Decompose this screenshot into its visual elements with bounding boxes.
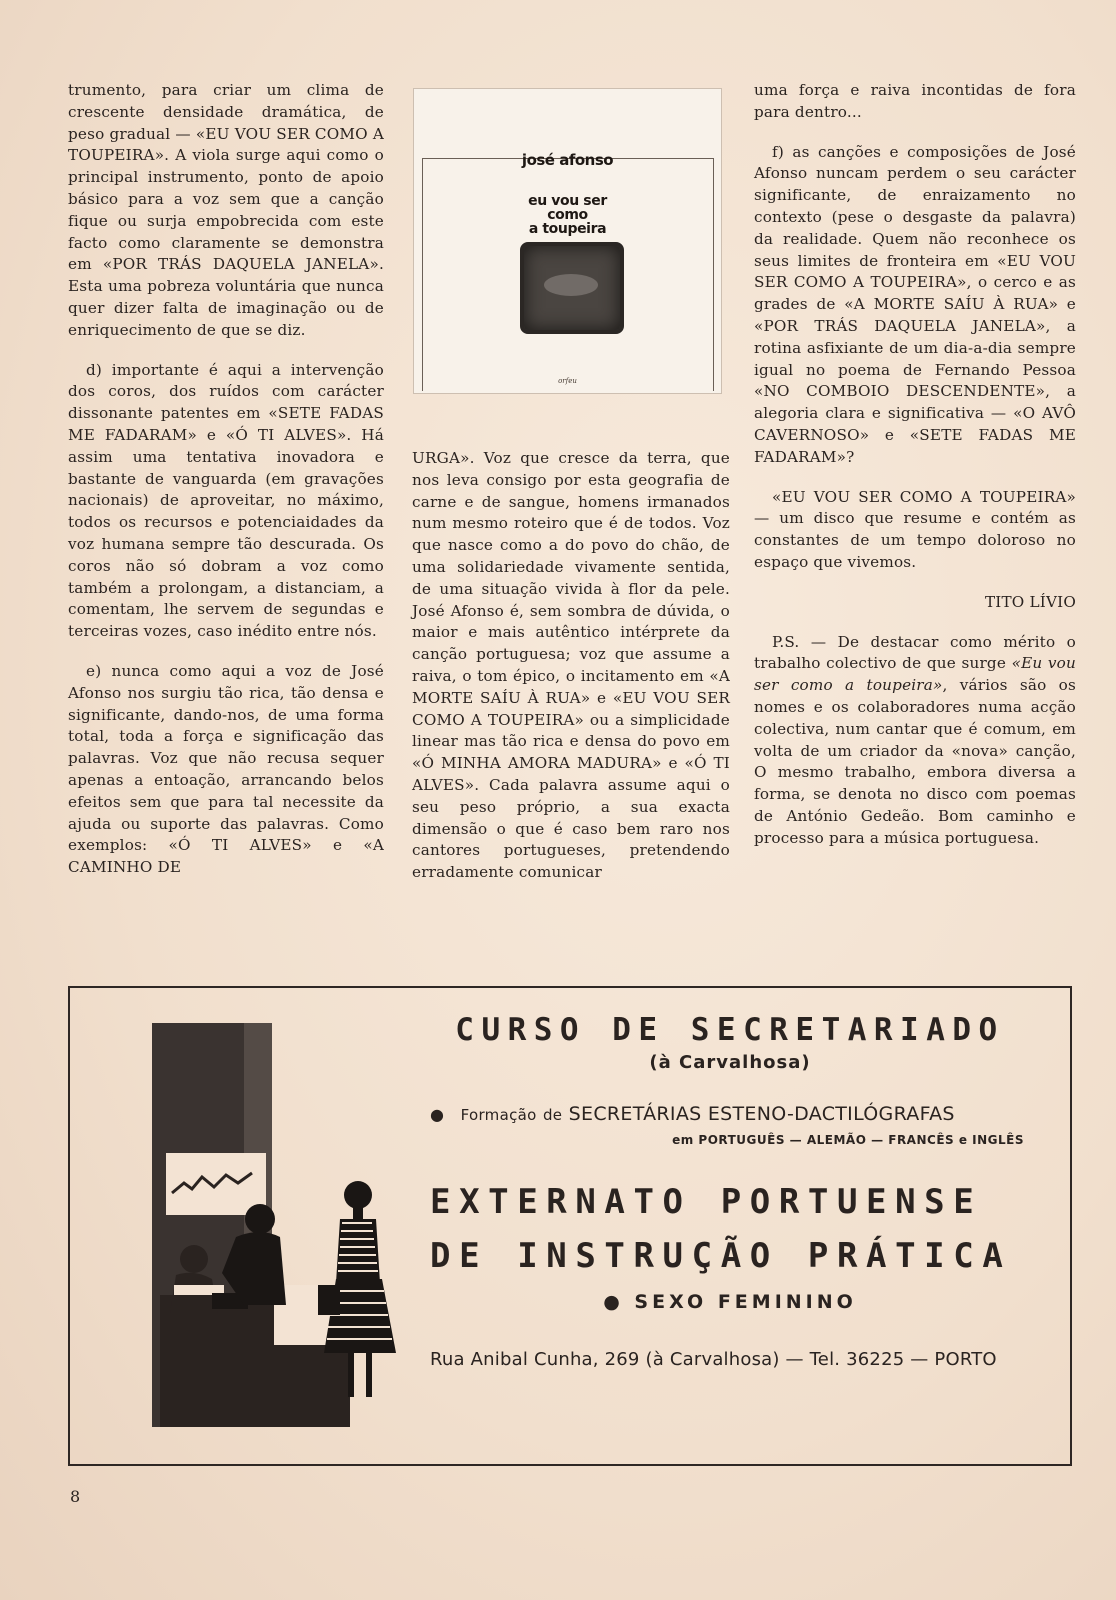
ad-address: Rua Anibal Cunha, 269 (à Carvalhosa) — Tel. 36225 — PORTO [430, 1349, 997, 1370]
mole-image [544, 274, 598, 296]
standing-woman-leg [366, 1353, 372, 1397]
advertisement [430, 1012, 1030, 1370]
page-number: 8 [70, 1487, 81, 1506]
author-signature: TITO LÍVIO [984, 592, 1076, 611]
album-title [414, 194, 721, 236]
ad-border-left [68, 986, 70, 1466]
ad-course-name: SECRETÁRIAS ESTENO-DACTILÓGRAFAS [568, 1103, 955, 1125]
article-paragraph: f) as canções e composições de José Afonso nuncam perdem o seu carácter significante, de enraizamento no contexto (pese o desgaste da palavra) da realidade. Quem não reconhece os seus limites de fronteira em «EU VOU SER COMO A TOUPEIRA», o cerco e as grades de «A MORTE SAÍU À RUA» e «POR TRÁS DAQUELA JANELA», a rotina asfixiante de um dia-a-dia sempre igual no poema de Fernando Pessoa «NO COMBOIO DESCENDENTE», a alegoria clara e significativa — «O AVÔ CAVERNOSO» e «SETE FADAS ME FADARAM»? [754, 142, 1076, 466]
record-label: orfeu [558, 377, 577, 385]
ad-subheading: (à Carvalhosa) [649, 1052, 811, 1073]
ad-target-text: SEXO FEMININO [634, 1291, 857, 1313]
article-paragraph: d) importante é aqui a intervenção dos coros, dos ruídos com carácter dissonante patentes em «SETE FADAS ME FADARAM» e «Ó TI ALVES». Há assim uma tentativa inovadora e bastante de vanguarda (em gravações nacionais) de aproveitar, no máximo, todos os recursos e potenciaidades da voz humana sempre tão descurada. Os coros não só dobram a voz como também a prolongam, a distanciam, a comentam, lhe servem de segundas e terceiras vozes, caso inédito entre nós. [68, 360, 384, 641]
article-paragraph: URGA». Voz que cresce da terra, que nos leva consigo por esta geografia de carne e de sangue, homens irmanados num mesmo roteiro que é de todos. Voz que nasce como a do povo do chão, de uma solidariedade vivamente sentida, de uma situação vivida à flor da pele. José Afonso é, sem sombra de dúvida, o maior e mais autêntico intérprete da canção portuguesa; voz que assume a raiva, o tom épico, o incitamento em «A MORTE SAÍU À RUA» e «EU VOU SER COMO A TOUPEIRA» ou a simplicidade linear mas tão rica e densa do povo em «Ó MINHA AMORA MADURA» e «Ó TI ALVES». Cada palavra assume aqui o seu peso próprio, a sua exacta dimensão o que é caso bem raro nos cantores portugueses, pretendendo erradamente comunicar [412, 449, 730, 882]
man-head [245, 1204, 275, 1234]
ad-target [430, 1291, 1030, 1313]
album-title-line: a toupeira [528, 221, 607, 237]
ad-course-prefix: Formação [460, 1106, 537, 1124]
album-photo [520, 242, 624, 334]
ad-course-prefix: de [542, 1106, 563, 1124]
ad-school-name: EXTERNATO PORTUENSE [430, 1182, 983, 1222]
album-cover [413, 88, 722, 394]
ad-border-right [1070, 986, 1072, 1466]
album-artist: josé afonso [521, 151, 614, 169]
article-column-1 [68, 80, 384, 897]
standing-woman-head [344, 1181, 372, 1209]
standing-woman-torso [336, 1219, 380, 1283]
bullet-icon: ● [430, 1105, 445, 1124]
postscript-text: , vários são os nomes e os colaboradores numa acção colectiva, num cantar que é comum, em volta de um criador da «nova» canção, O mesmo trabalho, embora diversa a forma, se denota no disco com poemas de António Gedeão. Bom caminho e processo para a música portuguesa. [754, 676, 1076, 847]
article-paragraph: uma força e raiva incontidas de fora para dentro... [754, 81, 1076, 121]
standing-woman-leg [348, 1353, 354, 1397]
seated-woman-head [180, 1245, 208, 1273]
album-title-line: como [547, 207, 588, 223]
bullet-icon: ● [603, 1291, 624, 1313]
standing-woman-neck [353, 1207, 363, 1219]
album-title-italic: «Eu vou ser como a toupeira» [754, 654, 1076, 695]
album-title-line: eu vou ser [528, 193, 607, 209]
postscript-text: P.S. — De destacar como mérito o trabalho colectivo de que surge [754, 632, 1076, 673]
ad-heading: CURSO DE SECRETARIADO [455, 1012, 1005, 1048]
secretary-illustration [152, 1023, 400, 1427]
handbag [318, 1285, 340, 1315]
postscript [754, 632, 1076, 850]
article-paragraph: «EU VOU SER COMO A TOUPEIRA» — um disco que resume e contém as constantes de um tempo doloroso no espaço que vivemos. [754, 487, 1076, 571]
article-paragraph: trumento, para criar um clima de crescente densidade dramática, de peso gradual — «EU VOU SER COMO A TOUPEIRA». A viola surge aqui como o principal instrumento, ponto de apoio básico para a voz sem que a canção fique ou surja empobrecida com este facto como claramente se demonstra em «POR TRÁS DAQUELA JANELA». Esta uma pobreza voluntária que nunca quer dizer falta de imaginação ou de enriquecimento de que se diz. [68, 81, 384, 339]
ad-border-bottom [68, 1464, 1072, 1466]
ad-course-line [430, 1103, 1030, 1125]
article-column-2 [412, 448, 730, 902]
article-paragraph: e) nunca como aqui a voz de José Afonso nos surgiu tão rica, tão densa e significante, dando-nos, de uma forma total, toda a força e significação das palavras. Voz que não recusa sequer apenas a entoação, arrancando belos efeitos sem que para tal necessite da ajuda ou suporte das palavras. Como exemplos: «Ó TI ALVES» e «A CAMINHO DE [68, 661, 384, 877]
ad-border-top [68, 986, 1072, 988]
ad-languages: em PORTUGUÊS — ALEMÃO — FRANCÊS e INGLÊS [672, 1133, 1024, 1147]
article-column-3 [754, 80, 1076, 868]
ad-school-name: DE INSTRUÇÃO PRÁTICA [430, 1236, 1012, 1276]
